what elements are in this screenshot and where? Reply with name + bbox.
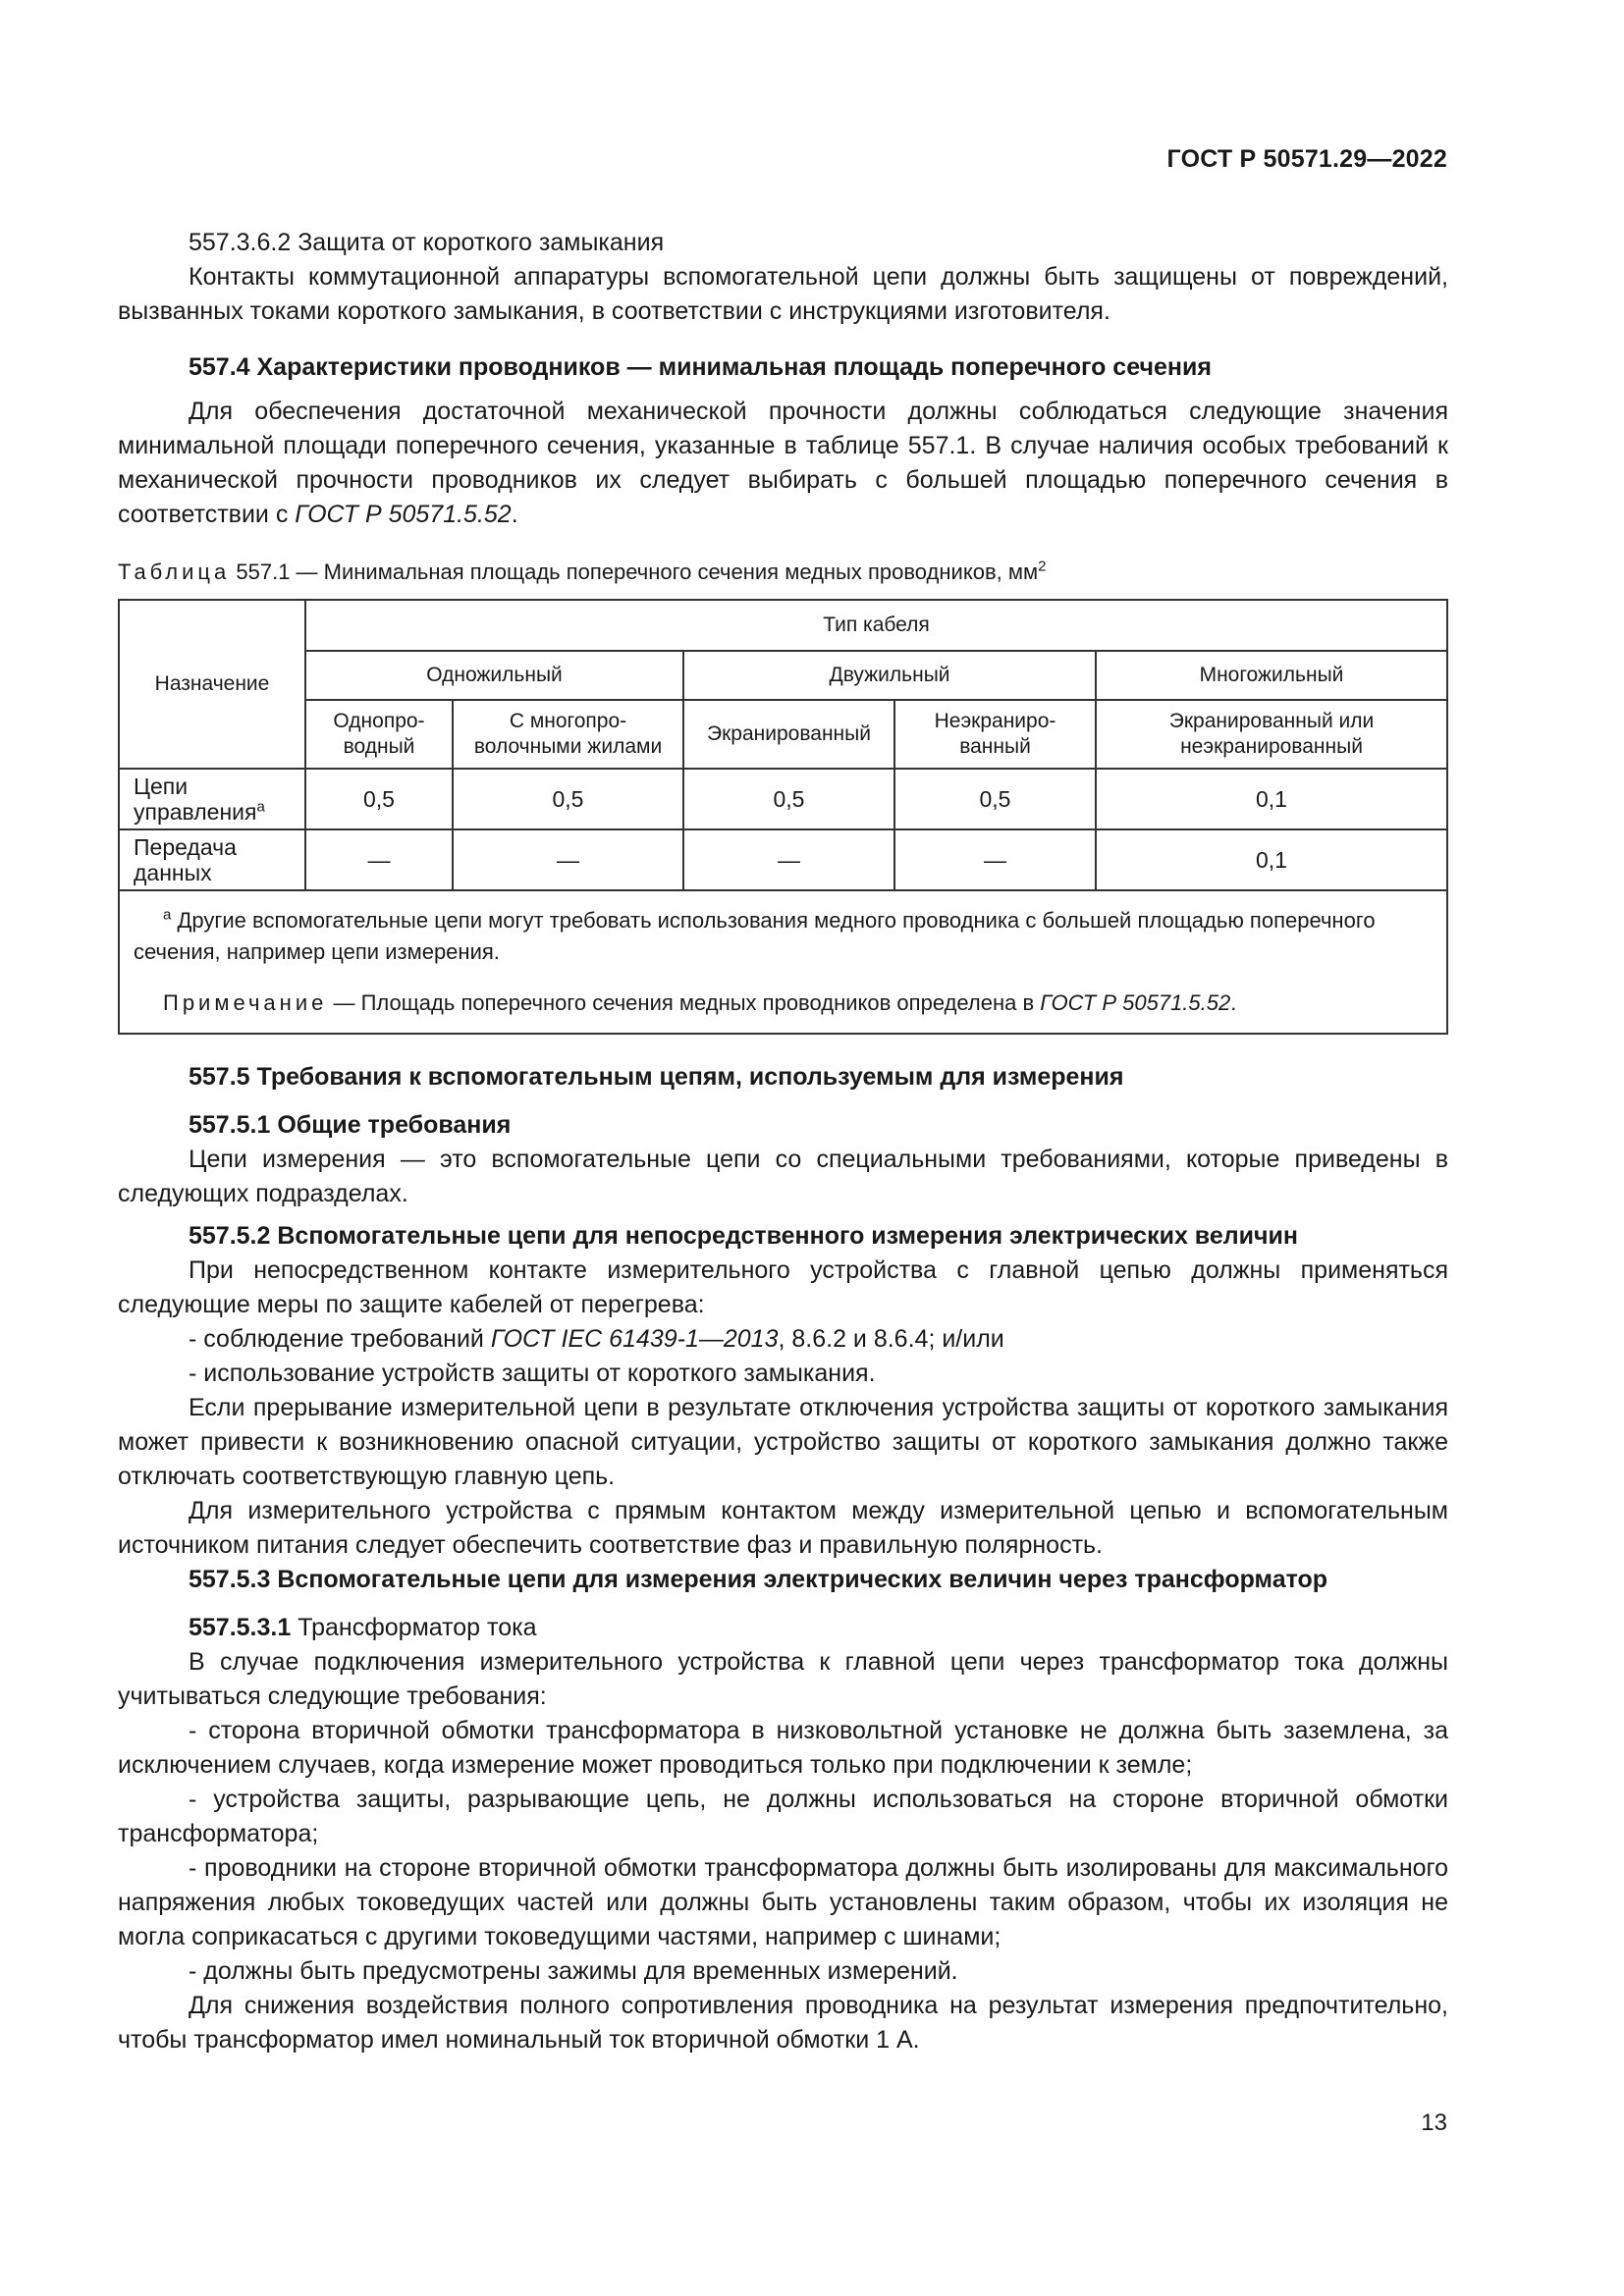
- section-557-5-3-1-text2: Для снижения воздействия полного сопротивления проводника на результат измерения предпочтительно, чтобы трансформатор имел номинальный ток вторичной обмотки 1 А.: [118, 1992, 1448, 2054]
- table-cell: 0,1: [1096, 829, 1447, 890]
- header-single-core: Одножильный: [305, 651, 683, 700]
- table-row: [119, 829, 1447, 890]
- table-cell: —: [453, 829, 683, 890]
- standard-reference: ГОСТ Р 50571.5.52: [295, 501, 512, 528]
- table-cell: 0,5: [683, 769, 894, 829]
- list-item: - должны быть предусмотрены зажимы для временных измерений.: [189, 1957, 958, 1985]
- table-notes: [119, 890, 1447, 1034]
- table-cell: —: [305, 829, 453, 890]
- list-item: - соблюдение требований ГОСТ IEC 61439-1—2013, 8.6.2 и 8.6.4; и/или: [189, 1325, 1004, 1353]
- subheader-single-stranded: С многопро- волочными жилами: [453, 700, 683, 769]
- section-557-5-3-title: 557.5.3 Вспомогательные цепи для измерения электрических величин через трансформатор: [189, 1566, 1328, 1593]
- section-557-5-1-text: Цепи измерения — это вспомогательные цепи со специальными требованиями, которые приведены в следующих подразделах.: [118, 1146, 1448, 1207]
- subheader-twin-unscreened: Неэкраниро- ванный: [894, 700, 1096, 769]
- section-557-5-2-text3: Для измерительного устройства с прямым контактом между измерительной цепью и вспомогательным источником питания следует обеспечить соответствие фаз и правильную полярность.: [118, 1497, 1448, 1559]
- table-cell: —: [894, 829, 1096, 890]
- table-cell: 0,1: [1096, 769, 1447, 829]
- page-content: [118, 226, 1448, 2057]
- section-557-5-title: 557.5 Требования к вспомогательным цепям, используемым для измерения: [189, 1063, 1124, 1091]
- subheader-single-solid: Однопро- водный: [305, 700, 453, 769]
- section-557-5-3-1-title: 557.5.3.1 Трансформатор тока: [189, 1614, 537, 1641]
- table-footnote: $^a$ Другие вспомогательные цепи могут требовать использования медного проводника с большей площадью поперечного сечения, например цепи измерения.: [134, 906, 1376, 964]
- list-item: - сторона вторичной обмотки трансформатора в низковольтной установке не должна быть заземлена, за исключением случаев, когда измерение может проводиться только при подключении к земле;: [118, 1717, 1448, 1779]
- list-item: - устройства защиты, разрывающие цепь, не должны использоваться на стороне вторичной обмотки трансформатора;: [118, 1786, 1448, 1847]
- section-557-5-2-text: При непосредственном контакте измерительного устройства с главной цепью должны применяться следующие меры по защите кабелей от перегрева:: [118, 1256, 1448, 1318]
- list-item: - использование устройств защиты от короткого замыкания.: [189, 1360, 876, 1387]
- subheader-twin-screened: Экранированный: [683, 700, 894, 769]
- section-557-5-2-text2: Если прерывание измерительной цепи в результате отключения устройства защиты от короткого замыкания может привести к возникновению опасной ситуации, устройство защиты от короткого замыкания должно также отключать соответствующую главную цепь.: [118, 1394, 1448, 1490]
- header-purpose: Назначение: [119, 600, 305, 769]
- standard-reference: ГОСТ IEC 61439-1—2013: [490, 1325, 779, 1353]
- table-cell: 0,5: [894, 769, 1096, 829]
- document-code: ГОСТ Р 50571.29—2022: [1166, 145, 1447, 173]
- page-number: 13: [1421, 2109, 1447, 2136]
- table-cell: —: [683, 829, 894, 890]
- section-557-4-text: Для обеспечения достаточной механической прочности должны соблюдаться следующие значения минимальной площади поперечного сечения, указанные в таблице 557.1. В случае наличия особых требований к механической прочности проводников их следует выбирать с большей площадью поперечного сечения в соответствии с ГОСТ Р 50571.5.52.: [118, 398, 1448, 528]
- header-twin-core: Двужильный: [683, 651, 1096, 700]
- section-557-4-title: 557.4 Характеристики проводников — минимальная площадь поперечного сечения: [189, 353, 1212, 381]
- subheader-multi-any: Экранированный или неэкранированный: [1096, 700, 1447, 769]
- table-row: [119, 769, 1447, 829]
- section-557-3-6-2-text: Контакты коммутационной аппаратуры вспомогательной цепи должны быть защищены от повреждений, вызванных токами короткого замыкания, в соответствии с инструкциями изготовителя.: [118, 263, 1448, 325]
- row-label: Передача данных: [119, 829, 305, 890]
- section-557-5-3-1-text: В случае подключения измерительного устройства к главной цепи через трансформатор тока должны учитываться следующие требования:: [118, 1648, 1448, 1710]
- header-cable-type: Тип кабеля: [305, 600, 1447, 651]
- section-557-3-6-2-title: 557.3.6.2 Защита от короткого замыкания: [189, 229, 665, 256]
- standard-reference: ГОСТ Р 50571.5.52: [1040, 990, 1231, 1015]
- table-cell: 0,5: [305, 769, 453, 829]
- section-557-5-1-title: 557.5.1 Общие требования: [189, 1111, 512, 1139]
- section-557-5-2-title: 557.5.2 Вспомогательные цепи для непосредственного измерения электрических величин: [189, 1222, 1298, 1250]
- cross-section-table: [118, 599, 1448, 1035]
- list-item: - проводники на стороне вторичной обмотки трансформатора должны быть изолированы для максимального напряжения любых токоведущих частей или должны быть установлены таким образом, чтобы их изоляция не могла соприкасаться с другими токоведущими частями, например с шинами;: [118, 1854, 1448, 1950]
- header-multi-core: Многожильный: [1096, 651, 1447, 700]
- table-caption: Таблица 557.1 — Минимальная площадь поперечного сечения медных проводников, $мм^2$: [118, 558, 1047, 584]
- table-cell: 0,5: [453, 769, 683, 829]
- row-label: Цепи управления$^a$: [119, 769, 305, 829]
- table-note: Примечание — Площадь поперечного сечения медных проводников определена в ГОСТ Р 50571.5.52.: [163, 990, 1237, 1015]
